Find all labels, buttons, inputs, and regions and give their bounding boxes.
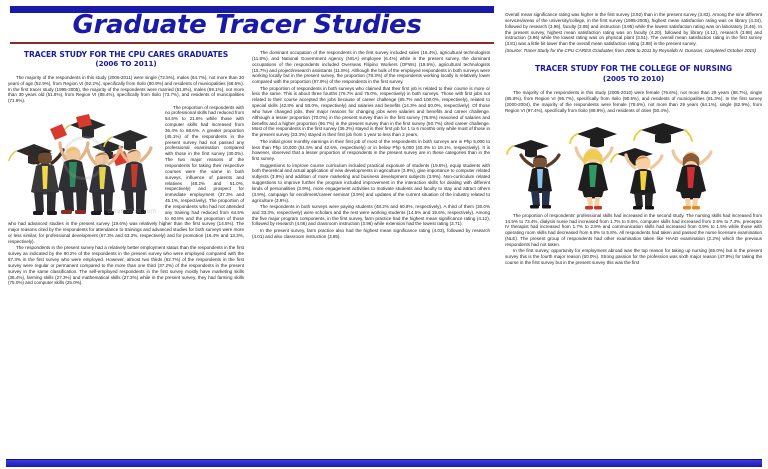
watermark-ring — [62, 136, 106, 180]
paragraph: The respondents in the present survey had a relatively better employment status than the respondents in the first survey as indicated by the 90.2% of the respondents in the present survey who were employed compared with the 87.3% in the first survey who were employed. However, almost two thirds (62.7%) of the respondents in the first survey were regular or permanent compared to the more than one third (37.2%) of the respondents in the present survey in the same classification. The self-employed respondents in the first survey mostly have marketing skills (36.4%), farming skills (27.3%) and mathematical skills (27.3%) while in the present survey, they had farming skills (75.0%) and computer skills (25.0%). — [8, 245, 244, 286]
paragraph: In the first survey, opportunity for employment abroad was the top reason for taking up nursing (65.0%) but in the present survey this is the fourth major reason (50.0%). Strong passion for the profession was sixth major reason (47.9%) for taking the course in the first survey but in the present survey this was the first — [505, 248, 762, 265]
paragraph: The respondents in both surveys were paying students (48.2% and 60.8%, respectively). A third of them (30.0% and 33.3%, respectively) were scholars and the rest were working students (14.5% and 19.6%, respectively). Among the five major program components, in the first survey, farm practice had the highest mean significance rating (4.12), followed by research (4.06) and classroom instruction (3.96) while extension had the lowest rating (3.71). — [252, 203, 490, 227]
graduate-figure — [27, 150, 63, 215]
paragraph: The proportion of respondents' professional skills had increased in the second study. The nursing skills had increased from 14.5% to 73.4%, dialysis nurse had increased from 1.7% to 5.5%, computer skills had increased from 2.6% to 7.3%, preceptor IV therapist had increased from 1.7% to 2.9% and communication skills had increased from 0.9% to 1.5% while those with operating room skills had decreased from 6.8% to 5.8%. All respondents had taken and passed the nurse licensure examination (NLE). The present group of respondents had other examination taken like HAAD examination (2.2%) which the previous respondents had not taken. — [505, 212, 762, 247]
graduate-figure — [673, 151, 711, 210]
section-heading-nursing-line1: TRACER STUDY FOR THE COLLEGE OF NURSING — [535, 64, 732, 74]
column-three — [505, 12, 762, 266]
masthead-bottom-rule — [10, 42, 494, 44]
graduates-jumping-color-image — [505, 118, 762, 210]
section-heading-nursing — [505, 64, 762, 83]
section-heading-nursing-line2: (2005 TO 2010) — [602, 73, 665, 83]
paragraph: The proportion of respondents with no professional skills had reduced from 54.5% to 21.6% while those with computer skills had increased from 36.4% to 68.6%. A greater proportion (45.1%) of the respondents in the present survey had not passed any professional examination compared with those in the first survey (30.0%). The two major reasons of the respondents for taking their respective courses were the same in both surveys, influence of parents and relatives (48.2% and 51.0%, respectively) and prospect for immediate employment (37.3% and 45.1%, respectively). The proportion of the respondents who had not attended any training had reduced from 64.5% to 60.8% and the proportion of those who had advanced studies in the present survey (19.6%) was relatively higher than the first survey (14.5%). The major reasons cited by the respondents for attendance to trainings and advanced studies for both surveys were more or less similar, for professional development (67.3% and 63.3%, respectively) and for promotion (16.4% and 13.3%, respectively). — [8, 104, 244, 244]
graduate-figure — [120, 147, 151, 214]
source-citation: (Source: Tracer Study for the CPU CARES Graduates from 2006 to 2011 by Reynaldo N. Dusaran, completed October 2015) — [505, 47, 757, 53]
graduates-jumping-illustration — [8, 111, 160, 219]
column-two — [252, 50, 490, 240]
paragraph: The dominant occupation of the respondents in the first survey included sales (16.4%), agricultural technologists (11.8%), and National Government Agency (NGA) employee (6.4%) while in the present survey, the dominant occupations of the respondents included Overseas Filipino Workers (OFWs) (19.6%), agricultural technologists (15.7%) and project/research assistants (11.8%). Although the bulk of the employed respondents in both surveys were working locally but in the present survey, the proportion (78.3%) of the respondents working locally is relatively lower compared with the proportion (97.9%) of the respondents in the first survey. — [252, 50, 490, 85]
paragraph: The proportion of respondents in both surveys who claimed that their first job is related to their course is more or less the same. This is about three fourths (76.7% and 75.0%, respectively) in both surveys. Those with first jobs not related to their course accepted the jobs because of career challenge (85.7% and 100.0%, respectively), related to special skills (42.8% and 50.0%, respectively) and salaries and benefits (14.3% and 50.0%, respectively). Of those who have changed jobs, their major reasons for changing jobs were salaries and benefits and career challenge. Although a lesser proportion (70.0%) in the present survey than in the first survey (76.8%) reasoned of salaries and benefits and a higher proportion (66.7%) in the present survey than in the first survey (50.7%) cited career challenge. Most of the respondents in the first survey (36.2%) stayed in their first job for 1 to 6 months only while most of those in the present survey (33.3%) stayed in their first job from 1 year to less than 2 years. — [252, 85, 490, 138]
section-heading-cares-line2: (2006 TO 2011) — [95, 59, 157, 69]
graduates-color-illustration-svg — [505, 118, 762, 210]
column-one — [8, 50, 244, 287]
section-heading-cares — [8, 50, 244, 69]
paragraph: Suggestions to improve course curriculum included practical exposure of students (19.6%), equip students with both theoretical and actual application of new developments in agriculture (3.9%), give importance to computer related subjects (3.9%) and addition of more marketing and business development subjects (3.9%). Non-curriculum related suggestions to improve further the program included improvement in the interaction skills for dealing with different kinds of personalities (3.9%), more engagement activities to motivate students and faculty to stay and attract others (3.9%), campaign for enrollment/career seminar (3.9%) and updates of the current situation of the industry related to agriculture (3.9%). — [252, 162, 490, 203]
page-title: Graduate Tracer Studies — [72, 10, 422, 40]
graduate-figure — [626, 155, 662, 210]
paragraph: Overall mean significance rating was higher in the first survey (3.92) than in the present survey (3.83). Among the nine different services/areas of the university/college, in the first survey (1995-2005), highest mean satisfaction rating was on library (4.34), followed by research (3.96), faculty (3.95) and instruction (3.95) while the lowest satisfaction rating was on laboratory (3.46). In the present survey, highest mean satisfaction rating was on faculty (4.20), followed by library (4.12), research (3.98) and instruction (3.96) while the lowest rating was on physical plant (3.51). The overall mean satisfaction rating in the first survey (3.81) was a little bit lower than the overall mean satisfaction rating (3.88) in the present survey. — [505, 12, 762, 47]
watermark-text: dreamstime.com — [107, 208, 156, 215]
paragraph: In the present survey, farm practice also had the highest mean significance rating (4.03), followed by research (4.01) and also classroom instruction (3.85). — [252, 227, 490, 239]
graduates-jumping-image — [8, 111, 160, 219]
paragraph: The majority of the respondents in this study (2006-2011) were single (72.5%), males (64.7%), not more than 30 years of age (52.9%), from Region VI (92.2%), specifically from Iloilo (80.9%) and residents of municipalities (68.6%). In the first tracer study (1995-2005), the majority of the respondents were married (51.8%), males (69.1%), not more than 30 years old (51.8%), from Region VI (88.4%), specifically from Iloilo (73.7%), and residents of municipalities (71.8%). — [8, 74, 244, 104]
graduate-figure — [521, 155, 559, 209]
paragraph: The majority of the respondents in this study (2005-2010) were female (76.6%), not more than 29 years (88.7%), single (85.8%), from Region VI (96.7%), specifically from Iloilo (90.5%), and residents of municipalities (81.3%). In the first survey (2000-2004), the majority of the respondents were female (78.6%), not more than 29 years (64.1%), single (82.9%), from Region VI (97.4%), specifically from Iloilo (88.9%), and residents of cities (50.4%). — [505, 90, 762, 113]
masthead — [0, 0, 500, 46]
footer-rule-fill — [6, 460, 762, 467]
section-heading-cares-line1: TRACER STUDY FOR THE CPU CARES GRADUATES — [23, 50, 229, 59]
graduate-figure — [576, 148, 612, 210]
paragraph: The initial gross monthly earnings in their first job of most of the respondents in both surveys are in Php 5,000 to less than Php 10,000 (51.5% and 42.6%, respectively) or in below Php 5,000 (40.4% to 19.1%, respectively). It is however, observed that a lesser proportion of respondents in the present survey are in these categories than in the first survey. — [252, 138, 490, 162]
footer-rule — [6, 459, 762, 467]
